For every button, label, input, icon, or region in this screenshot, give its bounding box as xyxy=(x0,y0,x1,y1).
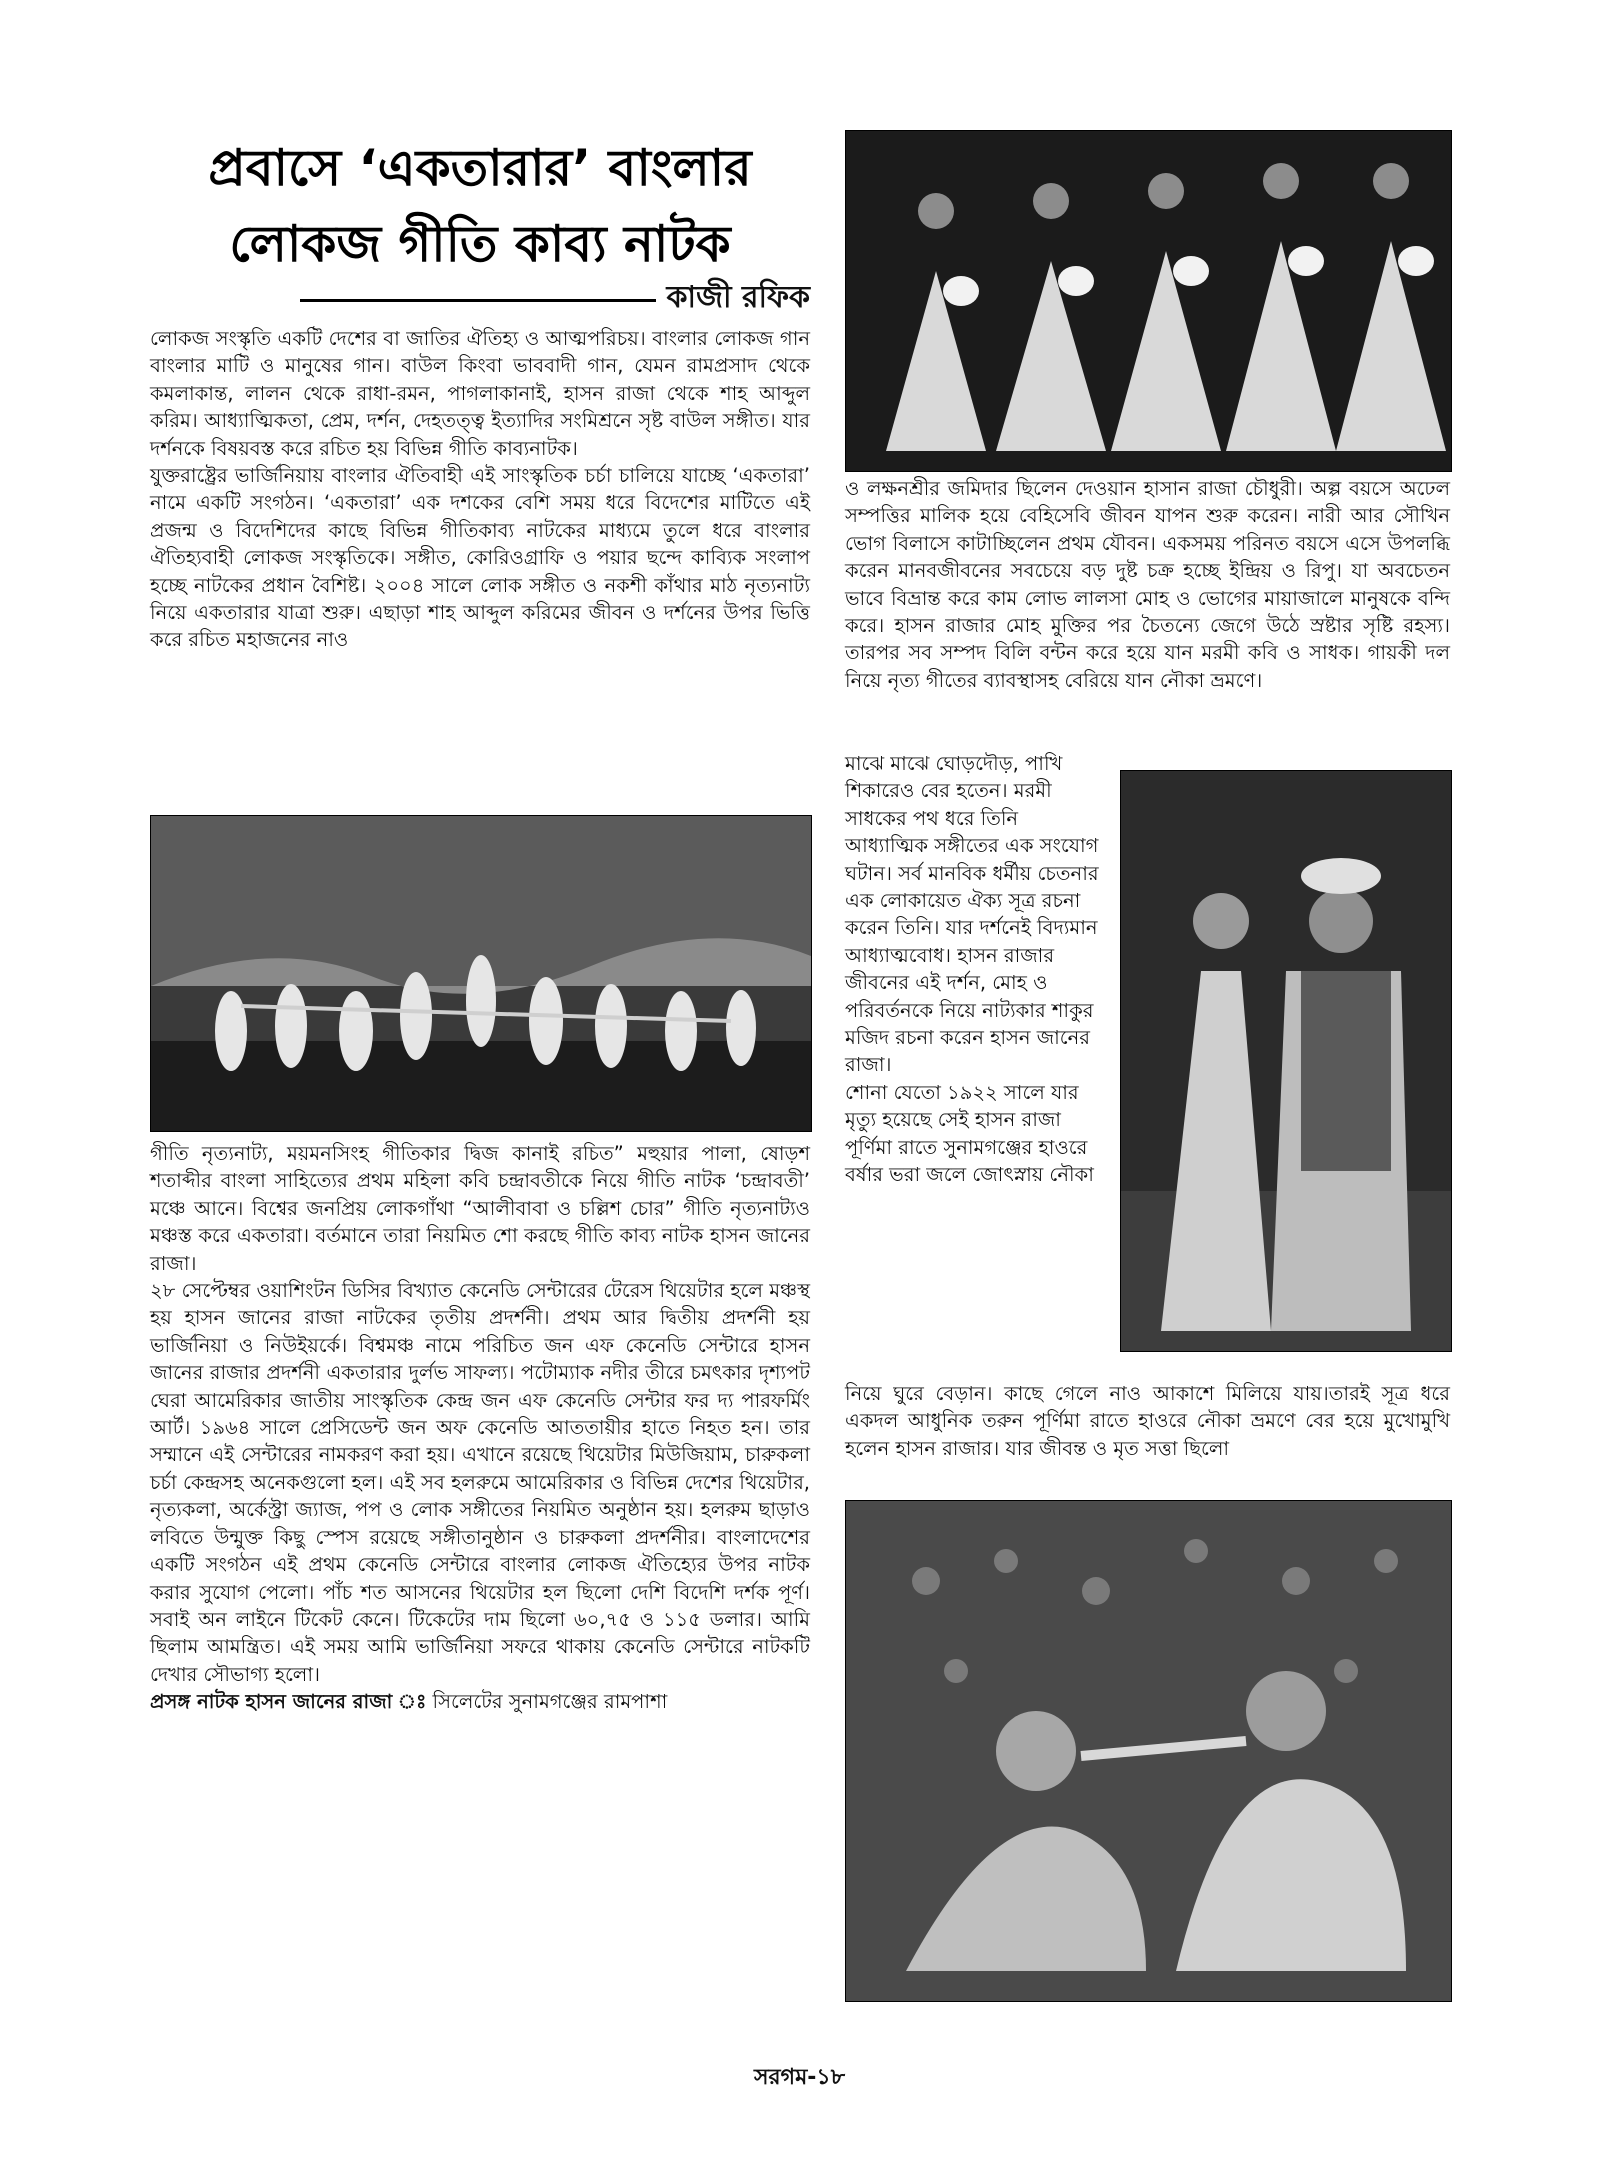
headline-line-1: প্রবাসে ‘একতারার’ বাংলার xyxy=(208,139,752,197)
left-column-top xyxy=(150,325,810,654)
stage-photo-group xyxy=(150,815,812,1132)
dancers-photo xyxy=(845,130,1452,472)
couple-scene-photo-image xyxy=(846,1501,1451,2001)
paragraph: যুক্তরাষ্ট্রের ভার্জিনিয়ায় বাংলার ঐতিবাহী এই সাংস্কৃতিক চর্চা চালিয়ে যাচ্ছে ‘একতারা’ নামে একটি সংগঠন। ‘একতারা’ এক দশকের বেশি সময় ধরে বিদেশের মাটিতে এই প্রজন্ম ও বিদেশিদের কাছে বিভিন্ন গীতিকাব্য নাটকের মাধ্যমে তুলে ধরে বাংলার ঐতিহ্যবাহী লোকজ সংস্কৃতিকে। সঙ্গীত, কোরিওগ্রাফি ও পয়ার ছন্দে কাব্যিক সংলাপ হচ্ছে নাটকের প্রধান বৈশিষ্ট। ২০০৪ সালে লোক সঙ্গীত ও নকশী কাঁথার মাঠ নৃত্যনাট্য নিয়ে একতারার যাত্রা শুরু। এছাড়া শাহ আব্দুল করিমের জীবন ও দর্শনের উপর ভিত্তি করে রচিত মহাজনের নাও xyxy=(150,464,810,652)
paragraph: লোকজ সংস্কৃতি একটি দেশের বা জাতির ঐতিহ্য ও আত্মপরিচয়। বাংলার লোকজ গান বাংলার মাটি ও মানুষের গান। বাউল কিংবা ভাববাদী গান, যেমন রামপ্রসাদ থেকে কমলাকান্ত, লালন থেকে রাধা-রমন, পাগলাকানাই, হাসন রাজা থেকে শাহ আব্দুল করিম। আধ্যাত্মিকতা, প্রেম, দর্শন, দেহতত্ত্ব ইত্যাদির সংমিশ্রনে সৃষ্ট বাউল সঙ্গীত। যার দর্শনকে বিষয়বস্ত করে রচিত হয় বিভিন্ন গীতি কাব্যনাটক। xyxy=(150,327,810,460)
paragraph: ২৮ সেপ্টেম্বর ওয়াশিংটন ডিসির বিখ্যাত কেনেডি সেন্টারের টেরেস থিয়েটার হলে মঞ্চস্থ হয় হাসন জানের রাজা নাটকের তৃতীয় প্রদর্শনী। প্রথম আর দ্বিতীয় প্রদর্শনী হয় ভার্জিনিয়া ও নিউইয়র্কে। বিশ্বমঞ্চ নামে পরিচিত জন এফ কেনেডি সেন্টারে হাসন জানের রাজার প্রদর্শনী একতারার দুর্লভ সাফল্য। পটোম্যাক নদীর তীরে চমৎকার দৃশ্যপট ঘেরা আমেরিকার জাতীয় সাংস্কৃতিক কেন্দ্র জন এফ কেনেডি সেন্টার ফর দ্য পারফর্মিং আর্ট। ১৯৬৪ সালে প্রেসিডেন্ট জন অফ কেনেডি আততায়ীর হাতে নিহত হন। তার সম্মানে এই সেন্টারের নামকরণ করা হয়। এখানে রয়েছে থিয়েটার মিউজিয়াম, চারুকলা চর্চা কেন্দ্রসহ অনেকগুলো হল। এই সব হলরুমে আমেরিকার ও বিভিন্ন দেশের থিয়েটার, নৃত্যকলা, অর্কেস্ট্রা জ্যাজ, পপ ও লোক সঙ্গীতের নিয়মিত অনুষ্ঠান হয়। হলরুম ছাড়াও লবিতে উন্মুক্ত কিছু স্পেস রয়েছে সঙ্গীতানুষ্ঠান ও চারুকলা প্রদর্শনীর। বাংলাদেশের একটি সংগঠন এই প্রথম কেনেডি সেন্টারে বাংলার লোকজ ঐতিহ্যের উপর নাটক করার সুযোগ পেলো। পাঁচ শত আসনের থিয়েটার হল ছিলো দেশি বিদেশি দর্শক পূর্ণ। সবাই অন লাইনে টিকেট কেনে। টিকেটের দাম ছিলো ৬০,৭৫ ও ১১৫ ডলার। আমি ছিলাম আমন্ত্রিত। এই সময় আমি ভার্জিনিয়া সফরে থাকায় কেনেডি সেন্টারে নাটকটি দেখার সৌভাগ্য হলো। xyxy=(150,1279,811,1686)
right-column-bottom xyxy=(845,1380,1450,1462)
hasan-raja-photo-image xyxy=(1121,771,1451,1351)
paragraph: মাঝে মাঝে ঘোড়দৌড়, পাখি শিকারেও বের হতেন। মরমী সাধকের পথ ধরে তিনি আধ্যাত্মিক সঙ্গীতের এক সংযোগ ঘটান। সর্ব মানবিক ধর্মীয় চেতনার এক লোকায়েত ঐক্য সূত্র রচনা করেন তিনি। যার দর্শনেই বিদ্যমান আধ্যাত্মবোধ। হাসন রাজার জীবনের এই দর্শন, মোহ ও পরিবর্তনকে নিয়ে নাট্যকার শাকুর মজিদ রচনা করেন হাসন জানের রাজা। xyxy=(845,752,1099,1077)
headline-line-2: লোকজ গীতি কাব্য নাটক xyxy=(229,215,731,273)
left-column-bottom xyxy=(150,1140,810,1716)
byline xyxy=(300,278,810,318)
right-column-top xyxy=(845,475,1450,694)
paragraph: শোনা যেতো ১৯২২ সালে যার মৃত্যু হয়েছে সেই হাসন রাজা পূর্ণিমা রাতে সুনামগঞ্জের হাওরে বর্ষার ভরা জলে জোৎস্নায় নৌকা xyxy=(845,1080,1094,1187)
author-name: কাজী রফিক xyxy=(666,279,810,315)
paragraph xyxy=(150,1688,810,1715)
paragraph: নিয়ে ঘুরে বেড়ান। কাছে গেলে নাও আকাশে মিলিয়ে যায়।তারই সূত্র ধরে একদল আধুনিক তরুন পূর্ণিমা রাতে হাওরে নৌকা ভ্রমণে বের হয়ে মুখোমুখি হলেন হাসন রাজার। যার জীবন্ত ও মৃত সত্তা ছিলো xyxy=(845,1382,1450,1460)
couple-scene-photo xyxy=(845,1500,1452,2002)
paragraph: ও লক্ষনশ্রীর জমিদার ছিলেন দেওয়ান হাসান রাজা চৌধুরী। অল্প বয়সে অঢেল সম্পত্তির মালিক হয়ে বেহিসেবি জীবন যাপন শুরু করেন। নারী আর সৌখিন ভোগ বিলাসে কাটাচ্ছিলেন প্রথম যৌবন। একসময় পরিনত বয়সে এসে উপলব্ধি করেন মানবজীবনের সবচেয়ে বড় দুষ্ট চক্র হচ্ছে ইন্দ্রিয় ও রিপু। যা অবচেতন ভাবে বিভ্রান্ত করে কাম লোভ লালসা মোহ ও ভোগের মায়াজালে মানুষকে বন্দি করে। হাসন রাজার মোহ মুক্তির পর চৈতন্যে জেগে উঠে স্রষ্টার সৃষ্টি রহস্য। তারপর সব সম্পদ বিলি বন্টন করে হয়ে যান মরমী কবি ও সাধক। গায়কী দল নিয়ে নৃত্য গীতের ব্যাবস্থাসহ বেরিয়ে যান নৌকা ভ্রমণে। xyxy=(845,477,1450,692)
dancers-photo-image xyxy=(846,131,1451,471)
right-column-narrow xyxy=(845,750,1105,1189)
article-headline xyxy=(150,130,810,282)
section-lead-text: সিলেটের সুনামগঞ্জের রামপাশা xyxy=(426,1690,668,1714)
hasan-raja-photo xyxy=(1120,770,1452,1352)
section-lead: প্রসঙ্গ নাটক হাসন জানের রাজা ঃ xyxy=(150,1690,427,1714)
stage-photo-group-image xyxy=(151,816,811,1131)
page-folio: সরগম-১৮ xyxy=(754,2065,845,2090)
paragraph: গীতি নৃত্যনাট্য, ময়মনসিংহ গীতিকার দ্বিজ কানাই রচিত” মহুয়ার পালা, ষোড়শ শতাব্দীর বাংলা সাহিত্যের প্রথম মহিলা কবি চন্দ্রাবতীকে নিয়ে গীতি নাটক ‘চন্দ্রাবতী’ মঞ্চে আনে। বিশ্বের জনপ্রিয় লোকগাঁথা “আলীবাবা ও চল্লিশ চোর” গীতি নৃত্যনাট্যও মঞ্চস্ত করে একতারা। বর্তমানে তারা নিয়মিত শো করছে গীতি কাব্য নাটক হাসন জানের রাজা। xyxy=(150,1142,810,1275)
byline-rule xyxy=(300,299,656,302)
